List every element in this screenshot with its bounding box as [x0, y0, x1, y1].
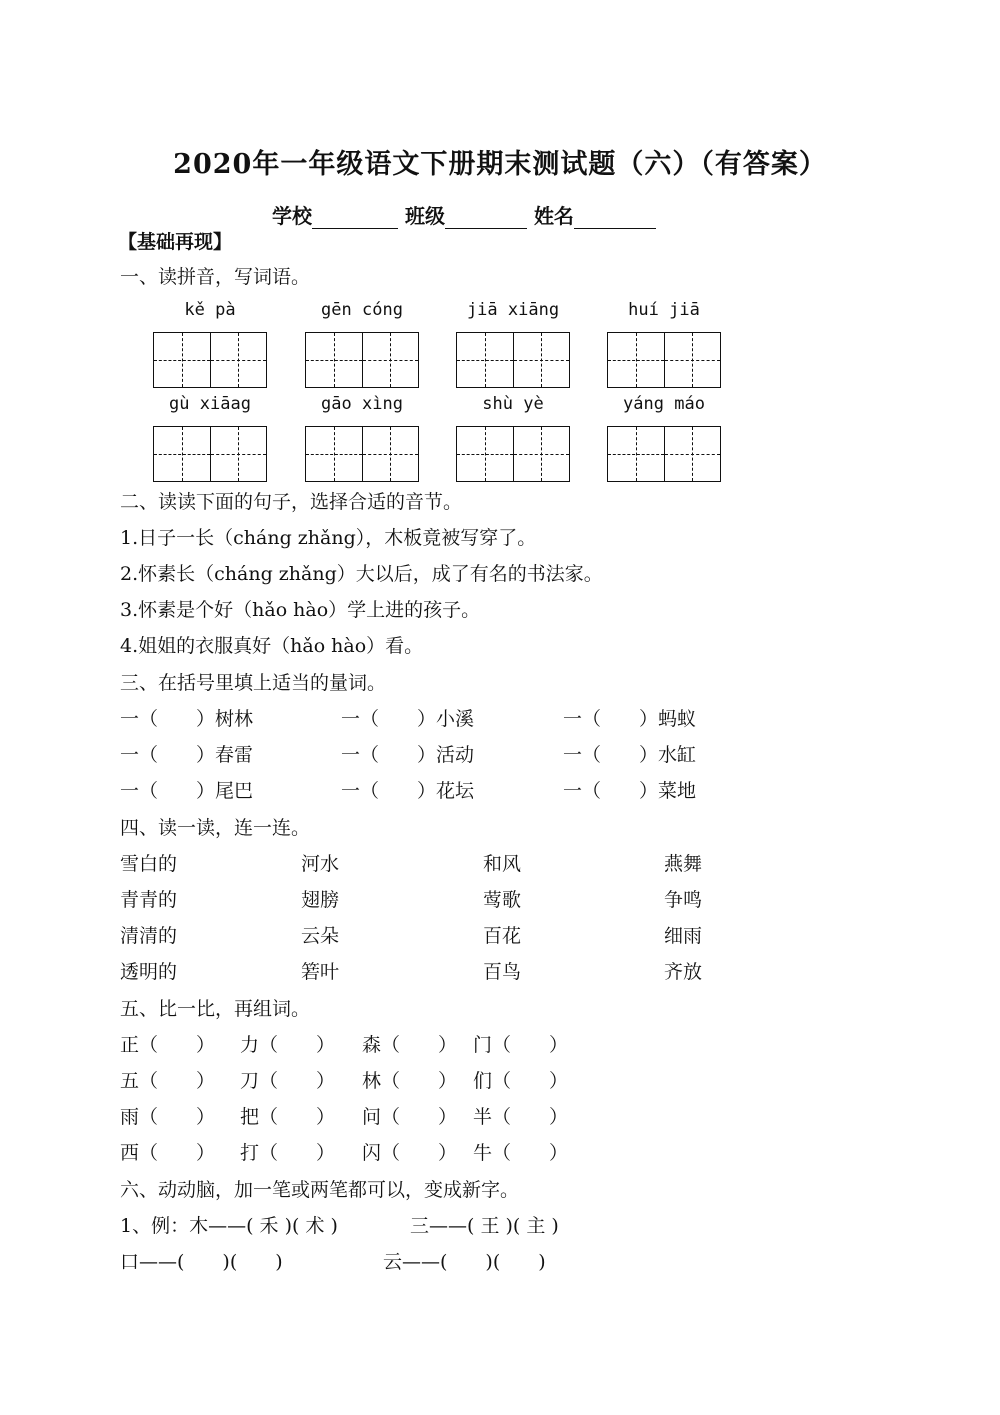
measure-word-item: 一（ ）活动 — [341, 744, 475, 766]
measure-word-item: 一（ ）春雷 — [120, 744, 254, 766]
match-word[interactable]: 雪白的 — [120, 853, 178, 875]
match-word[interactable]: 百花 — [483, 925, 522, 947]
q6-item-b: 云——( )( ) — [383, 1251, 546, 1273]
match-word[interactable]: 争鸣 — [664, 889, 703, 911]
q5-heading: 五、比一比，再组词。 — [120, 998, 311, 1020]
q2-item: 3.怀素是个好（hǎo hào）学上进的孩子。 — [120, 599, 481, 621]
measure-word-item: 一（ ）水缸 — [563, 744, 697, 766]
writing-grid[interactable] — [305, 426, 419, 482]
match-word[interactable]: 细雨 — [664, 925, 703, 947]
q6-example-b: 三——( 王 )( 主 ) — [410, 1215, 559, 1237]
section-basics: 【基础再现】 — [118, 231, 233, 253]
compare-item: 刀（ ） — [240, 1070, 336, 1092]
writing-grid[interactable] — [153, 426, 267, 482]
q2-item: 2.怀素长（cháng zhǎng）大以后，成了有名的书法家。 — [120, 563, 603, 585]
compare-item: 五（ ） — [120, 1070, 216, 1092]
measure-word-item: 一（ ）花坛 — [341, 780, 475, 802]
q6-heading: 六、动动脑，加一笔或两笔都可以，变成新字。 — [120, 1179, 520, 1201]
compare-item: 西（ ） — [120, 1142, 216, 1164]
compare-item: 林（ ） — [362, 1070, 458, 1092]
match-word[interactable]: 百鸟 — [483, 961, 522, 983]
q1-heading: 一、读拼音，写词语。 — [120, 266, 311, 288]
compare-item: 力（ ） — [240, 1034, 336, 1056]
compare-item: 把（ ） — [240, 1106, 336, 1128]
measure-word-item: 一（ ）尾巴 — [120, 780, 254, 802]
match-word[interactable]: 箬叶 — [301, 961, 340, 983]
match-word[interactable]: 透明的 — [120, 961, 178, 983]
pinyin-label: huí jiā — [628, 300, 700, 320]
q6-item-a: 口——( )( ) — [120, 1251, 283, 1273]
writing-grid[interactable] — [607, 426, 721, 482]
compare-item: 问（ ） — [362, 1106, 458, 1128]
q4-heading: 四、读一读，连一连。 — [120, 817, 311, 839]
pinyin-label: gāo xìng — [321, 394, 403, 414]
compare-item: 森（ ） — [362, 1034, 458, 1056]
compare-item: 门（ ） — [473, 1034, 569, 1056]
measure-word-item: 一（ ）树林 — [120, 708, 254, 730]
pinyin-label: gù xiāag — [169, 394, 251, 414]
measure-word-item: 一（ ）蚂蚁 — [563, 708, 697, 730]
writing-grid[interactable] — [456, 332, 570, 388]
match-word[interactable]: 翅膀 — [301, 889, 340, 911]
match-word[interactable]: 河水 — [301, 853, 340, 875]
writing-grid[interactable] — [305, 332, 419, 388]
match-word[interactable]: 莺歌 — [483, 889, 522, 911]
page-title: 2020年一年级语文下册期末测试题（六）（有答案） — [173, 149, 827, 180]
school-label: 学校 — [272, 204, 312, 228]
student-info-line — [272, 200, 656, 229]
compare-item: 牛（ ） — [473, 1142, 569, 1164]
q2-heading: 二、读读下面的句子，选择合适的音节。 — [120, 491, 463, 513]
pinyin-label: gēn cóng — [321, 300, 403, 320]
match-word[interactable]: 青青的 — [120, 889, 178, 911]
q2-item: 4.姐姐的衣服真好（hǎo hào）看。 — [120, 635, 424, 657]
compare-item: 正（ ） — [120, 1034, 216, 1056]
measure-word-item: 一（ ）小溪 — [341, 708, 475, 730]
pinyin-label: jiā xiāng — [466, 300, 560, 320]
compare-item: 打（ ） — [240, 1142, 336, 1164]
pinyin-label: yáng máo — [623, 394, 705, 414]
compare-item: 闪（ ） — [362, 1142, 458, 1164]
q3-heading: 三、在括号里填上适当的量词。 — [120, 672, 387, 694]
match-word[interactable]: 燕舞 — [664, 853, 703, 875]
class-label: 班级 — [404, 204, 445, 228]
q2-item: 1.日子一长（cháng zhǎng），木板竟被写穿了。 — [120, 527, 537, 549]
name-label: 姓名 — [533, 204, 574, 228]
q6-example-a: 1、例：木——( 禾 )( 术 ) — [120, 1215, 338, 1237]
match-word[interactable]: 清清的 — [120, 925, 178, 947]
compare-item: 雨（ ） — [120, 1106, 216, 1128]
writing-grid[interactable] — [607, 332, 721, 388]
match-word[interactable]: 和风 — [483, 853, 522, 875]
pinyin-label: kě pà — [184, 300, 236, 320]
class-blank[interactable] — [445, 208, 527, 229]
pinyin-label: shù yè — [482, 394, 544, 414]
compare-item: 半（ ） — [473, 1106, 569, 1128]
compare-item: 们（ ） — [473, 1070, 569, 1092]
match-word[interactable]: 云朵 — [301, 925, 340, 947]
writing-grid[interactable] — [153, 332, 267, 388]
school-blank[interactable] — [312, 208, 398, 229]
match-word[interactable]: 齐放 — [664, 961, 703, 983]
measure-word-item: 一（ ）菜地 — [563, 780, 697, 802]
name-blank[interactable] — [574, 208, 656, 229]
writing-grid[interactable] — [456, 426, 570, 482]
